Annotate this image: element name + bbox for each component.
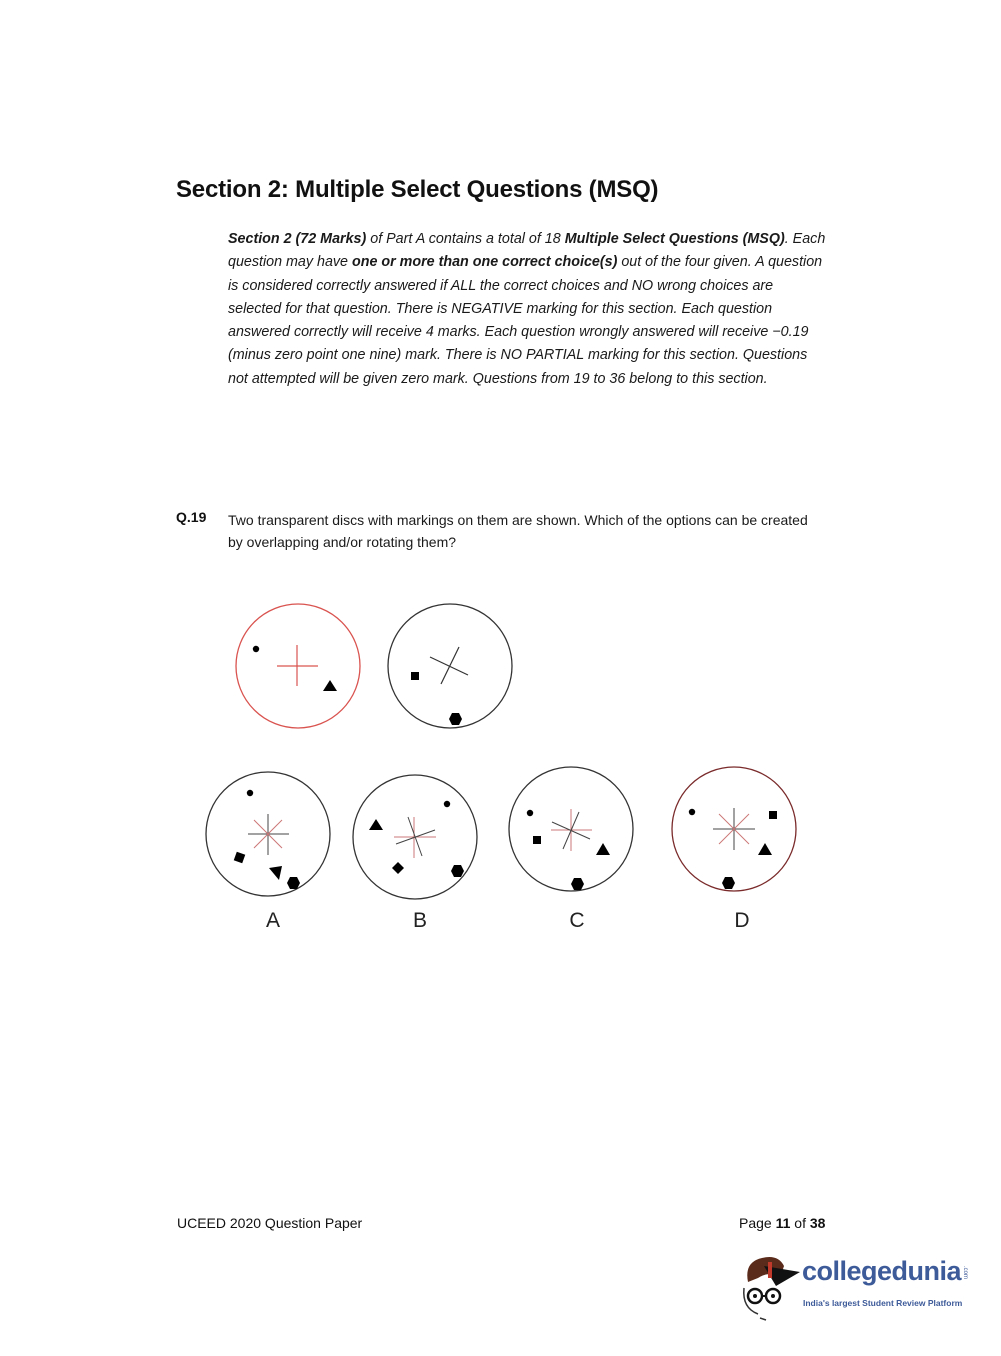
intro-text-6: out of the four given. A question is considered correctly answered if ALL the correct choices and NO wrong choices are selected for that question. There is NEGATIVE marking for this section. Each question answered correctly will receive 4 marks. Each question wrongly answered will receive −0.19 (minus zero point one nine) mark. There is NO PARTIAL marking for this section. Questions not attempted will be given zero mark. Questions from 19 to 36 belong to this section. bbox=[228, 254, 823, 387]
section-title: Section 2: Multiple Select Questions (MSQ) bbox=[176, 176, 659, 203]
option-c-disc[interactable] bbox=[509, 767, 633, 891]
intro-bold-1: Section 2 (72 Marks) bbox=[228, 231, 367, 247]
footer-doc-title: UCEED 2020 Question Paper bbox=[177, 1215, 363, 1231]
intro-bold-2: Multiple Select Questions (MSQ) bbox=[564, 231, 785, 247]
option-b-label: B bbox=[412, 909, 427, 932]
given-disc-red bbox=[236, 604, 360, 728]
option-a-label: A bbox=[265, 909, 280, 932]
intro-text-2: of Part A contains a total of 18 bbox=[366, 231, 565, 247]
question-text: Two transparent discs with markings on them are shown. Which of the options can be created by overlapping and/or rotating them? bbox=[228, 512, 808, 550]
logo-tagline: India's largest Student Review Platform bbox=[803, 1298, 963, 1308]
page-sep: of bbox=[790, 1215, 810, 1231]
logo-com: .com bbox=[962, 1266, 968, 1280]
option-b-disc[interactable] bbox=[353, 775, 477, 899]
question-number: Q.19 bbox=[176, 509, 207, 525]
page-total: 38 bbox=[809, 1215, 826, 1231]
page-current: 11 bbox=[775, 1215, 791, 1231]
option-d-label: D bbox=[734, 909, 750, 932]
option-d-disc[interactable] bbox=[672, 767, 796, 891]
intro-text-4: . Each question may have bbox=[228, 231, 826, 271]
collegedunia-logo bbox=[740, 1252, 975, 1322]
intro-bold-3: one or more than one correct choice(s) bbox=[351, 254, 618, 271]
given-disc-black bbox=[388, 604, 512, 728]
mascot-icon bbox=[740, 1252, 802, 1322]
logo-name: collegedunia bbox=[802, 1256, 962, 1286]
option-a-disc[interactable] bbox=[206, 772, 330, 896]
page-indicator bbox=[739, 1215, 825, 1231]
page-prefix: Page bbox=[739, 1215, 776, 1231]
option-c-label: C bbox=[569, 909, 585, 932]
